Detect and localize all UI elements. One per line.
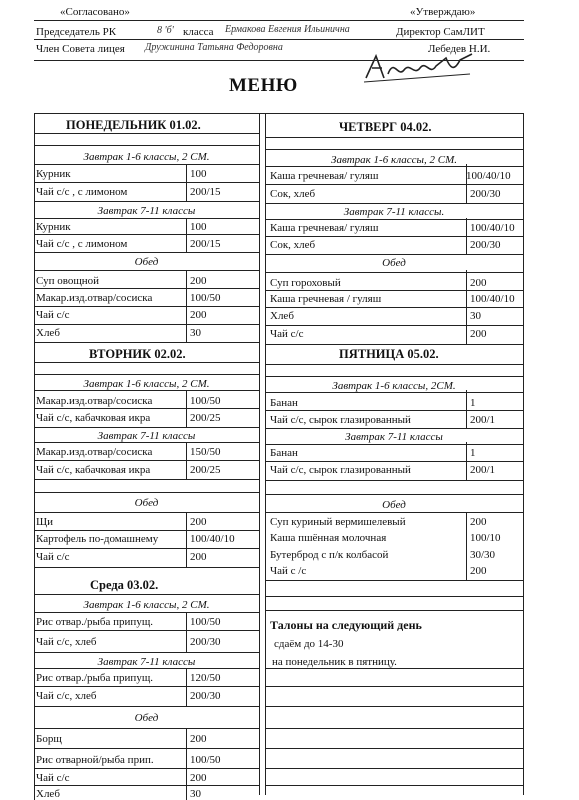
council-member-label: Член Совета лицея bbox=[36, 43, 125, 55]
day-title-tuesday: ВТОРНИК 02.02. bbox=[89, 347, 186, 361]
menu-item-qty: 200/30 bbox=[470, 239, 501, 251]
menu-item-qty: 200/30 bbox=[190, 636, 221, 648]
menu-item-qty: 200 bbox=[470, 328, 487, 340]
notice-line-1: сдаём до 14-30 bbox=[274, 638, 344, 650]
menu-item-qty: 200 bbox=[190, 772, 207, 784]
menu-item-name: Каша гречневая/ гуляш bbox=[270, 222, 379, 234]
menu-item-name: Каша гречневая/ гуляш bbox=[270, 170, 379, 182]
menu-item-qty: 30/30 bbox=[470, 549, 496, 561]
menu-item-name: Хлеб bbox=[36, 788, 60, 800]
menu-item-name: Щи bbox=[36, 516, 53, 528]
chair-name-handwritten: Ермакова Евгения Ильинична bbox=[225, 24, 350, 35]
menu-item-qty: 100/50 bbox=[190, 754, 221, 766]
menu-item-name: Курник bbox=[36, 168, 71, 180]
agreed-label: «Согласовано» bbox=[60, 6, 130, 18]
menu-item-name: Чай с/с bbox=[270, 328, 304, 340]
menu-item-qty: 200 bbox=[190, 275, 207, 287]
menu-item-name: Каша гречневая / гуляш bbox=[270, 293, 382, 305]
menu-item-qty: 200 bbox=[190, 733, 207, 745]
menu-item-name: Сок, хлеб bbox=[270, 188, 316, 200]
menu-item-name: Картофель по-домашнему bbox=[36, 533, 159, 545]
menu-item-name: Чай с/с, кабачковая икра bbox=[36, 412, 151, 424]
director-label: Директор СамЛИТ bbox=[396, 26, 485, 38]
meal-header-mon-lunch: Обед bbox=[134, 256, 159, 268]
menu-item-name: Макар.изд.отвар/сосиска bbox=[36, 292, 153, 304]
menu-item-name: Чай с/с, сырок глазированный bbox=[270, 414, 411, 426]
menu-item-qty: 1 bbox=[470, 397, 476, 409]
day-title-thursday: ЧЕТВЕРГ 04.02. bbox=[339, 120, 432, 134]
menu-item-name: Чай с/с bbox=[36, 551, 70, 563]
menu-item-qty: 200/25 bbox=[190, 464, 221, 476]
menu-item-qty: 200 bbox=[470, 516, 487, 528]
menu-item-qty: 200/30 bbox=[190, 690, 221, 702]
menu-item-name: Рис отвар./рыба припущ. bbox=[36, 672, 154, 684]
menu-item-qty: 200 bbox=[190, 516, 207, 528]
menu-item-qty: 200/1 bbox=[470, 464, 496, 476]
menu-item-qty: 200/15 bbox=[190, 238, 221, 250]
day-title-friday: ПЯТНИЦА 05.02. bbox=[339, 347, 439, 361]
menu-item-name: Банан bbox=[270, 397, 298, 409]
meal-header-wed-b2: Завтрак 7-11 классы bbox=[97, 656, 196, 668]
menu-item-qty: 30 bbox=[470, 310, 481, 322]
chair-class-word: класса bbox=[183, 26, 214, 38]
meal-header-wed-b1: Завтрак 1-6 классы, 2 СМ. bbox=[83, 599, 210, 611]
menu-item-qty: 200/1 bbox=[470, 414, 496, 426]
chair-prefix: Председатель РК bbox=[36, 26, 117, 38]
menu-item-qty: 200/30 bbox=[470, 188, 501, 200]
menu-item-qty: 200 bbox=[470, 565, 487, 577]
menu-item-qty: 100 bbox=[190, 168, 207, 180]
menu-item-qty: 100 bbox=[190, 221, 207, 233]
menu-item-name: Макар.изд.отвар/сосиска bbox=[36, 395, 153, 407]
menu-item-name: Чай с /с bbox=[270, 565, 307, 577]
menu-item-qty: 1 bbox=[470, 447, 476, 459]
menu-item-name: Суп куриный вермишелевый bbox=[270, 516, 406, 528]
menu-item-name: Чай с/с, кабачковая икра bbox=[36, 464, 151, 476]
meal-header-tue-b1: Завтрак 1-6 классы, 2 СМ. bbox=[83, 378, 210, 390]
menu-item-name: Хлеб bbox=[270, 310, 294, 322]
menu-item-qty: 200 bbox=[190, 309, 207, 321]
meal-header-wed-lunch: Обед bbox=[134, 712, 159, 724]
day-title-monday: ПОНЕДЕЛЬНИК 01.02. bbox=[66, 118, 201, 132]
menu-item-qty: 100/40/10 bbox=[470, 293, 515, 305]
meal-header-thu-b2: Завтрак 7-11 классы. bbox=[343, 206, 445, 218]
menu-item-qty: 30 bbox=[190, 327, 201, 339]
approve-label: «Утверждаю» bbox=[410, 6, 476, 18]
menu-item-qty: 30 bbox=[190, 788, 201, 800]
menu-item-qty: 200/15 bbox=[190, 186, 221, 198]
menu-item-name: Чай с/с, хлеб bbox=[36, 690, 97, 702]
meal-header-fri-b1: Завтрак 1-6 классы, 2СМ. bbox=[332, 380, 456, 392]
day-title-wednesday: Среда 03.02. bbox=[90, 578, 159, 592]
notice-line-2: на понедельник в пятницу. bbox=[272, 656, 397, 668]
menu-item-name: Бутерброд с п/к колбасой bbox=[270, 549, 389, 561]
menu-item-qty: 100/40/10 bbox=[466, 170, 511, 182]
director-name: Лебедев Н.И. bbox=[428, 43, 491, 55]
meal-header-thu-lunch: Обед bbox=[382, 257, 406, 269]
meal-header-fri-b2: Завтрак 7-11 классы bbox=[345, 431, 443, 443]
council-member-name-handwritten: Дружинина Татьяна Федоровна bbox=[145, 42, 283, 53]
menu-item-name: Суп овощной bbox=[36, 275, 100, 287]
menu-item-name: Каша пшённая молочная bbox=[270, 532, 387, 544]
menu-item-name: Чай с/с , с лимоном bbox=[36, 186, 128, 198]
menu-item-qty: 200/25 bbox=[190, 412, 221, 424]
menu-item-name: Борщ bbox=[36, 733, 62, 745]
director-signature bbox=[360, 48, 480, 88]
page-title: МЕНЮ bbox=[229, 75, 298, 96]
menu-item-name: Чай с/с bbox=[36, 309, 70, 321]
menu-item-qty: 100/40/10 bbox=[190, 533, 235, 545]
menu-item-qty: 100/10 bbox=[470, 532, 501, 544]
menu-item-qty: 150/50 bbox=[190, 446, 221, 458]
menu-item-name: Чай с/с , с лимоном bbox=[36, 238, 128, 250]
menu-item-qty: 100/50 bbox=[190, 292, 221, 304]
menu-item-name: Макар.изд.отвар/сосиска bbox=[36, 446, 153, 458]
meal-header-fri-lunch: Обед bbox=[382, 499, 406, 511]
menu-item-name: Суп гороховый bbox=[270, 277, 341, 289]
menu-item-name: Хлеб bbox=[36, 327, 60, 339]
menu-item-name: Чай с/с, сырок глазированный bbox=[270, 464, 411, 476]
notice-title: Талоны на следующий день bbox=[270, 618, 422, 632]
menu-item-qty: 120/50 bbox=[190, 672, 221, 684]
menu-item-name: Чай с/с, хлеб bbox=[36, 636, 97, 648]
chair-class-number: 8 'б' bbox=[157, 25, 174, 36]
menu-item-name: Чай с/с bbox=[36, 772, 70, 784]
menu-item-qty: 200 bbox=[190, 551, 207, 563]
menu-item-name: Рис отвар./рыба припущ. bbox=[36, 616, 154, 628]
meal-header-mon-b2: Завтрак 7-11 классы bbox=[97, 205, 196, 217]
menu-item-name: Рис отварной/рыба прип. bbox=[36, 754, 154, 766]
menu-item-name: Курник bbox=[36, 221, 71, 233]
menu-item-qty: 100/50 bbox=[190, 616, 221, 628]
meal-header-thu-b1: Завтрак 1-6 классы, 2 СМ. bbox=[331, 154, 457, 166]
menu-item-name: Сок, хлеб bbox=[270, 239, 316, 251]
meal-header-mon-b1: Завтрак 1-6 классы, 2 СМ. bbox=[83, 151, 210, 163]
menu-item-qty: 100/40/10 bbox=[470, 222, 515, 234]
menu-item-qty: 200 bbox=[470, 277, 487, 289]
meal-header-tue-lunch: Обед bbox=[134, 497, 159, 509]
meal-header-tue-b2: Завтрак 7-11 классы bbox=[97, 430, 196, 442]
menu-item-name: Банан bbox=[270, 447, 298, 459]
menu-item-qty: 100/50 bbox=[190, 395, 221, 407]
